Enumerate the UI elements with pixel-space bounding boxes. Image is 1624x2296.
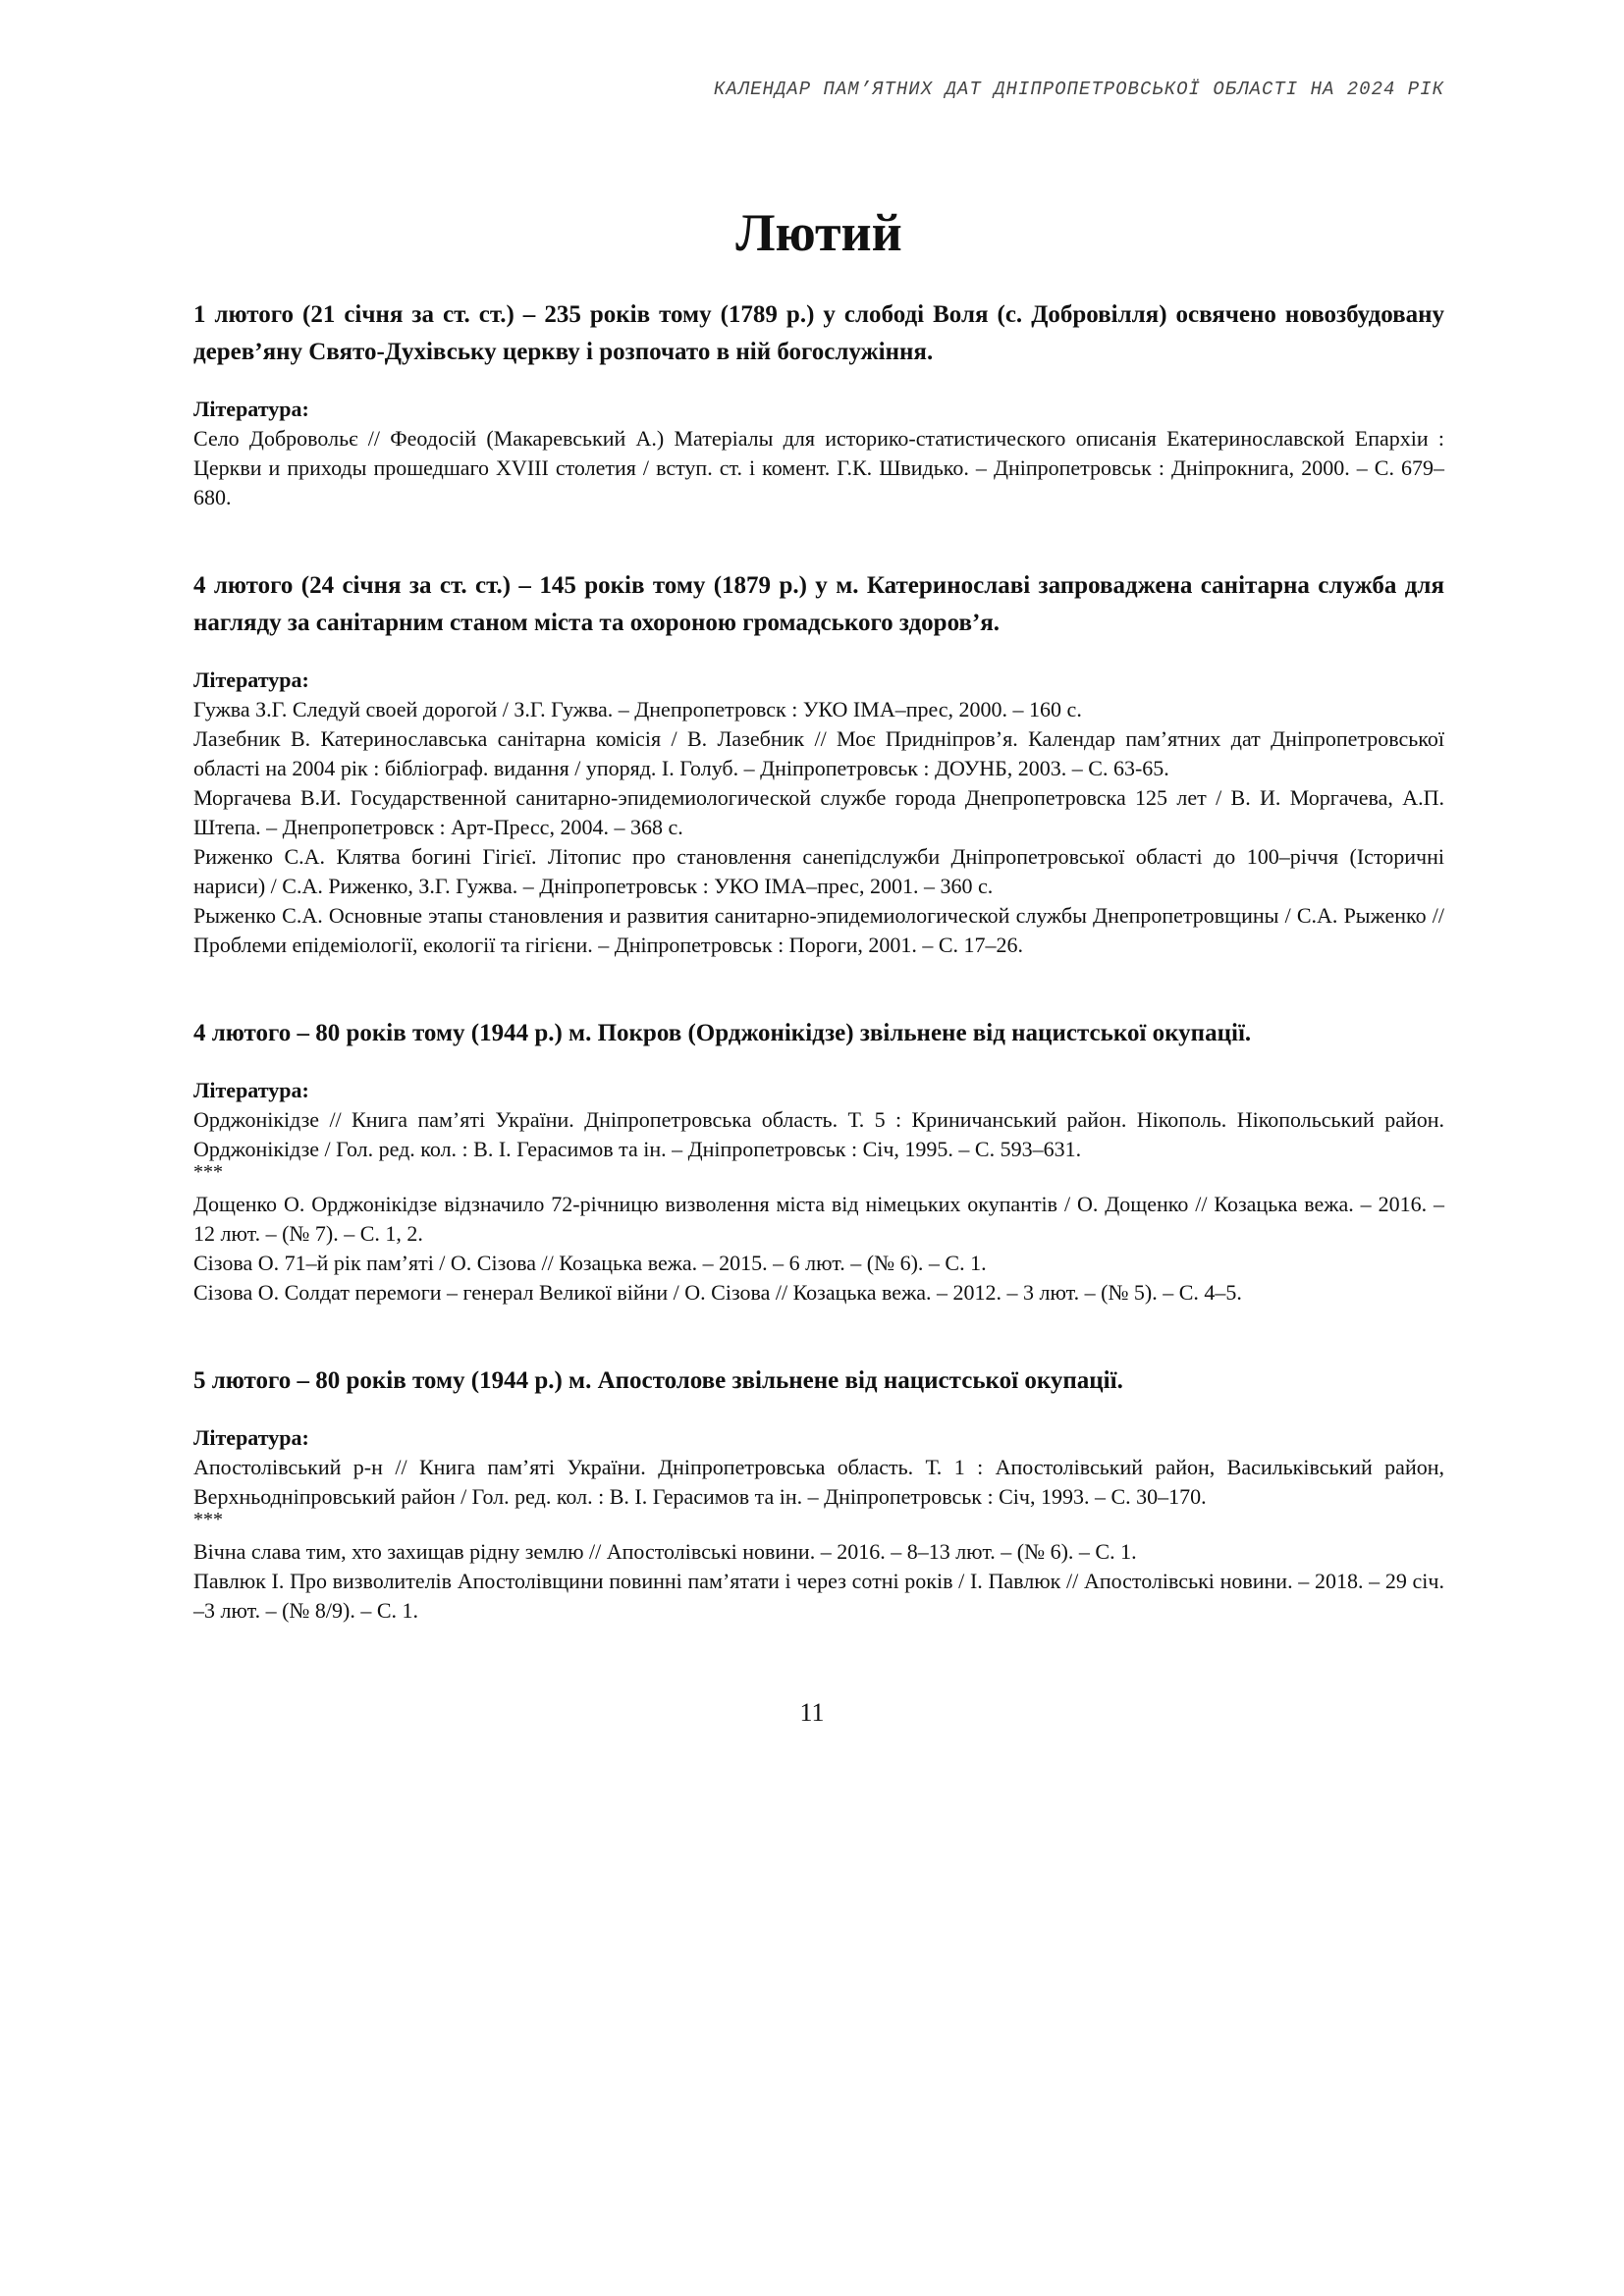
reference-item: Село Добровольє // Феодосій (Макаревський А.) Матеріалы для историко-статистического описанія Екатеринославской Епархіи : Церкви и приходы прошедшаго XVIII столетия / вступ. ст. і комент. Г.К. Швидько. – Дніпропетровськ : Дніпрокнига, 2000. – С. 679–680.: [193, 425, 1444, 509]
calendar-entry: [193, 296, 1444, 512]
literature-label: Література:: [193, 396, 309, 421]
reference-item: Гужва З.Г. Следуй своей дорогой / З.Г. Гужва. – Днепропетровск : УКО ІМА–прес, 2000. – 160 с.: [193, 696, 1082, 721]
reference-item: Сізова О. Солдат перемоги – генерал Великої війни / О. Сізова // Козацька вежа. – 2012. – 3 лют. – (№ 5). – С. 4–5.: [193, 1279, 1242, 1305]
reference-list: [193, 424, 1444, 512]
reference-item: Лазебник В. Катеринославська санітарна комісія / В. Лазебник // Моє Придніпров’я. Календар пам’ятних дат Дніпропетровської області на 2004 рік : бібліограф. видання / упоряд. І. Голуб. – Дніпропетровськ : ДОУНБ, 2003. – С. 63-65.: [193, 725, 1444, 780]
page-content: [193, 201, 1444, 1681]
literature-label: Література:: [193, 667, 309, 692]
event-title: 1 лютого (21 січня за ст. ст.) – 235 років тому (1789 р.) у слободі Воля (с. Добровілля) освячено новозбудовану дерев’яну Свято-Духівську церкву і розпочато в ній богослужіння.: [193, 300, 1444, 365]
event-title: 5 лютого – 80 років тому (1944 р.) м. Апостолове звільнене від нацистської окупації.: [193, 1366, 1123, 1394]
literature-label: Література:: [193, 1077, 309, 1102]
reference-item: Павлюк І. Про визволителів Апостолівщини повинні пам’ятати і через сотні років / І. Павлюк // Апостолівські новини. – 2018. – 29 січ. –3 лют. – (№ 8/9). – С. 1.: [193, 1568, 1444, 1623]
reference-item: Апостолівський р-н // Книга пам’яті України. Дніпропетровська область. Т. 1 : Апостолівський район, Васильківський район, Верхньодніпровський район / Гол. ред. кол. : В. І. Герасимов та ін. – Дніпропетровськ : Січ, 1993. – С. 30–170.: [193, 1454, 1444, 1509]
event-title: 4 лютого – 80 років тому (1944 р.) м. Покров (Орджонікідзе) звільнене від нацистської окупації.: [193, 1019, 1252, 1046]
reference-item: Вічна слава тим, хто захищав рідну землю // Апостолівські новини. – 2016. – 8–13 лют. – (№ 6). – С. 1.: [193, 1538, 1137, 1564]
reference-item: Моргачева В.И. Государственной санитарно-эпидемиологической службе города Днепропетровска 125 лет / В. И. Моргачева, А.П. Штепа. – Днепропетровск : Арт-Пресс, 2004. – 368 с.: [193, 784, 1444, 839]
reference-list: [193, 1105, 1444, 1164]
page-title: Лютий: [735, 203, 902, 262]
running-header: КАЛЕНДАР ПАМ’ЯТНИХ ДАТ ДНІПРОПЕТРОВСЬКОЇ ОБЛАСТІ НА 2024 РІК: [713, 79, 1444, 100]
literature-label: Література:: [193, 1424, 309, 1450]
calendar-entry: [193, 567, 1444, 960]
page-number: 11: [799, 1698, 825, 1727]
reference-separator: ***: [193, 1508, 223, 1530]
reference-item: Орджонікідзе // Книга пам’яті України. Дніпропетровська область. Т. 5 : Криничанський район. Нікополь. Нікопольський район. Орджонікідзе / Гол. ред. кол. : В. І. Герасимов та ін. – Дніпропетровськ : Січ, 1995. – С. 593–631.: [193, 1106, 1444, 1161]
reference-separator: ***: [193, 1160, 223, 1183]
calendar-entry: [193, 1015, 1444, 1308]
event-title: 4 лютого (24 січня за ст. ст.) – 145 років тому (1879 р.) у м. Катеринославі запроваджена санітарна служба для нагляду за санітарним станом міста та охороною громадського здоров’я.: [193, 571, 1444, 636]
reference-item: Дощенко О. Орджонікідзе відзначило 72-річницю визволення міста від німецьких окупантів / О. Дощенко // Козацька вежа. – 2016. – 12 лют. – (№ 7). – С. 1, 2.: [193, 1191, 1444, 1246]
calendar-entry: [193, 1362, 1444, 1626]
reference-list: [193, 1537, 1444, 1626]
reference-list: [193, 1453, 1444, 1512]
reference-list: [193, 695, 1444, 960]
reference-item: Рыженко С.А. Основные этапы становления и развития санитарно-эпидемиологической службы Днепропетровщины / С.А. Рыженко // Проблеми епідеміології, екології та гігієни. – Дніпропетровськ : Пороги, 2001. – С. 17–26.: [193, 902, 1444, 957]
reference-item: Сізова О. 71–й рік пам’яті / О. Сізова // Козацька вежа. – 2015. – 6 лют. – (№ 6). – С. 1.: [193, 1250, 987, 1275]
reference-list: [193, 1190, 1444, 1308]
reference-item: Риженко С.А. Клятва богині Гігієї. Літопис про становлення санепідслужби Дніпропетровської області до 100–річчя (Історичні нариси) / С.А. Риженко, З.Г. Гужва. – Дніпропетровськ : УКО ІМА–прес, 2001. – 360 с.: [193, 843, 1444, 898]
